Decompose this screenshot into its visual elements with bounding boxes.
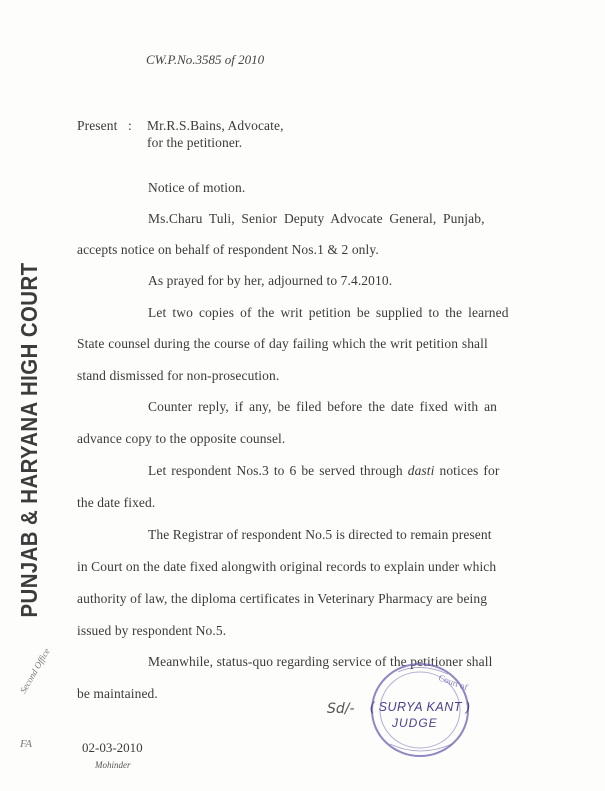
para-dasti-post: notices for <box>434 463 500 478</box>
judge-title: JUDGE <box>392 716 438 730</box>
present-counsel: Mr.R.S.Bains, Advocate, <box>147 118 284 133</box>
para-dasti-em: dasti <box>407 463 435 478</box>
para-dasti-line1 <box>148 463 499 479</box>
clerk-name: Mohinder <box>95 760 131 770</box>
para-writ-copies-line2: State counsel during the course of day failing which the writ petition shall <box>77 336 488 351</box>
para-counter-reply-line2: advance copy to the opposite counsel. <box>77 431 286 446</box>
order-date: 02-03-2010 <box>82 740 143 755</box>
para-counter-reply-line1: Counter reply, if any, be filed before the date fixed with an <box>148 399 498 414</box>
present-colon: : <box>128 118 132 133</box>
para-acceptance-line2: accepts notice on behalf of respondent Nos.1 & 2 only. <box>77 242 379 257</box>
para-writ-copies-line3: stand dismissed for non-prosecution. <box>77 368 280 383</box>
present-label: Present <box>77 118 118 133</box>
present-for: for the petitioner. <box>147 135 243 150</box>
para-acceptance-line1: Ms.Charu Tuli, Senior Deputy Advocate General, Punjab, <box>148 211 485 226</box>
margin-note-office: Second Office <box>18 646 52 695</box>
para-registrar-line1: The Registrar of respondent No.5 is directed to remain present <box>148 527 492 542</box>
para-dasti-line2: the date fixed. <box>77 495 156 510</box>
judge-name: ( SURYA KANT ) <box>370 700 471 714</box>
para-registrar-line4: issued by respondent No.5. <box>77 623 227 638</box>
para-status-quo-line1: Meanwhile, status-quo regarding service of the petitioner shall <box>148 654 493 669</box>
para-registrar-line3: authority of law, the diploma certificates in Veterinary Pharmacy are being <box>77 591 488 606</box>
para-writ-copies-line1: Let two copies of the writ petition be supplied to the learned <box>148 305 509 320</box>
signature-sd: Sd/- <box>327 701 355 717</box>
para-notice-of-motion: Notice of motion. <box>148 180 246 195</box>
court-side-banner-text: PUNJAB & HARYANA HIGH COURT <box>16 260 42 618</box>
para-status-quo-line2: be maintained. <box>77 686 158 701</box>
para-registrar-line2: in Court on the date fixed alongwith original records to explain under which <box>77 559 497 574</box>
case-number: CW.P.No.3585 of 2010 <box>146 52 265 67</box>
margin-note-initials: FA <box>20 738 33 750</box>
para-adjourned: As prayed for by her, adjourned to 7.4.2010. <box>148 273 393 288</box>
para-dasti-pre: Let respondent Nos.3 to 6 be served through <box>148 463 408 478</box>
court-side-banner <box>9 260 49 620</box>
stamp-text: Court of <box>437 672 470 693</box>
